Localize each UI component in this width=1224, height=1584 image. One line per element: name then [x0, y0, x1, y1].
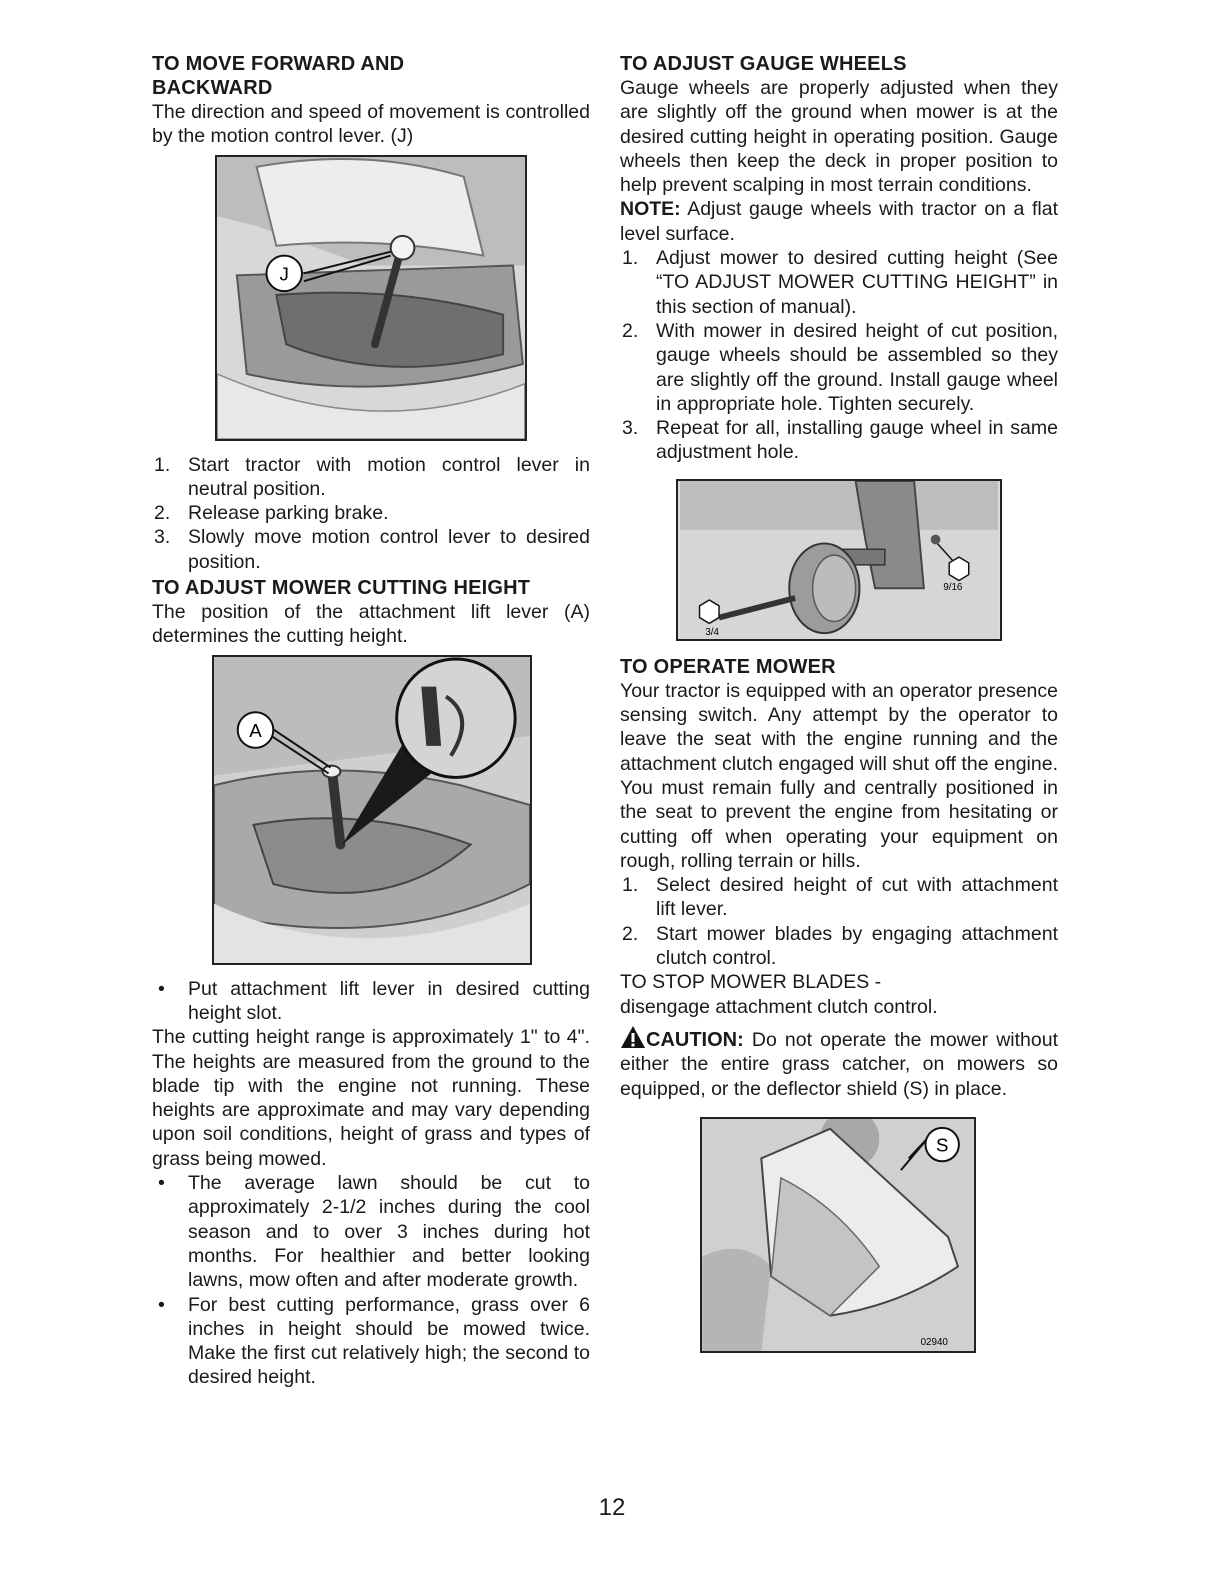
list-item: • For best cutting performance, grass over 6 inches in height should be mowed twice. Make the first cut relatively high; the second to desired height. [158, 1293, 590, 1389]
figure-deflector-shield [700, 1117, 976, 1353]
callout-s-label: S [935, 1134, 949, 1156]
operate-steps-list [620, 873, 1058, 970]
list-item: • The average lawn should be cut to approximately 2-1/2 inches during the cool season and to over 3 inches during hot months. For healthier and better looking lawns, mow often and after moderate growth. [158, 1172, 590, 1292]
cut-range-text: The cutting height range is approximately 1" to 4". The heights are measured from the ground to the blade tip with the engine not running. These heights are approximate and may vary depending upon soil conditions, height of grass and types of grass being mowed. [152, 1026, 590, 1170]
cut-intro: The position of the attachment lift lever (A) determines the cutting height. [152, 601, 590, 648]
note-text: Adjust gauge wheels with tractor on a flat level surface. [620, 198, 1058, 245]
list-item: 1. Start tractor with motion control lever in neutral position. [154, 453, 590, 500]
caution-label: CAUTION: [646, 1028, 744, 1051]
list-item: • Put attachment lift lever in desired cutting height slot. [158, 977, 590, 1024]
gauge-steps-list [620, 246, 1058, 465]
move-steps-list [152, 453, 590, 574]
move-heading [152, 52, 590, 100]
list-item: 2. Release parking brake. [154, 502, 389, 525]
wrench-size-label: 9/16 [943, 581, 963, 593]
move-intro: The direction and speed of movement is controlled by the motion control lever. (J) [152, 101, 590, 148]
socket-size-label: 3/4 [705, 626, 719, 638]
list-item: 1. Adjust mower to desired cutting height (See “TO ADJUST MOWER CUTTING HEIGHT” in this section of manual). [622, 247, 1058, 318]
figure-attachment-lift-lever [212, 655, 532, 965]
list-item: 3. Slowly move motion control lever to desired position. [154, 526, 590, 573]
note-label: NOTE: [620, 198, 681, 221]
cut-heading: TO ADJUST MOWER CUTTING HEIGHT [152, 577, 531, 600]
list-item: 1. Select desired height of cut with attachment lift lever. [622, 874, 1058, 921]
warning-triangle-icon [620, 1025, 646, 1049]
move-heading-line2: BACKWARD [152, 77, 273, 99]
lift-lever-illustration [214, 657, 530, 963]
list-item: 3. Repeat for all, installing gauge wheel in same adjustment hole. [622, 417, 1058, 464]
caution-paragraph [620, 1025, 1058, 1101]
stop-line-1: TO STOP MOWER BLADES - [620, 971, 882, 994]
gauge-heading: TO ADJUST GAUGE WHEELS [620, 53, 907, 75]
page-number: 12 [598, 1494, 626, 1521]
note-paragraph [620, 197, 1058, 246]
stop-line-2: disengage attachment clutch control. [620, 995, 938, 1018]
callout-a-label: A [249, 719, 262, 741]
figure-gauge-wheel [676, 479, 1002, 641]
cut-bullet-list [152, 977, 590, 1026]
figure-code-label: 02940 [920, 1336, 948, 1348]
figure-motion-control-lever [215, 155, 527, 441]
operate-intro: Your tractor is equipped with an operator presence sensing switch. Any attempt by the operator to leave the seat with the engine running and the attachment clutch engaged will shut off the engine. You must remain fully and centrally positioned in the seat to prevent the engine from hesitating or cutting off when operating your equipment on rough, rolling terrain or hills. [620, 679, 1058, 872]
left-column [152, 52, 590, 1390]
list-item: 2. With mower in desired height of cut position, gauge wheels should be assembled so they are slightly off the ground. Install gauge wheel in appropriate hole. Tighten securely. [622, 319, 1058, 415]
list-item: 2. Start mower blades by engaging attachment clutch control. [622, 922, 1058, 970]
motion-control-illustration [217, 157, 525, 439]
gauge-intro: Gauge wheels are properly adjusted when they are slightly off the ground when mower is at the desired cutting height in operating position. Gauge wheels then keep the deck in proper position to help prevent scalping in most terrain conditions. [620, 77, 1058, 197]
caution-text: Do not operate the mower without either the entire grass catcher, on mowers so equipped, or the deflector shield (S) in place. [620, 1028, 1058, 1100]
operate-heading: TO OPERATE MOWER [620, 655, 836, 678]
deflector-shield-illustration [702, 1119, 974, 1351]
callout-j-label: J [279, 262, 289, 284]
move-heading-line1: TO MOVE FORWARD AND [152, 53, 405, 75]
cut-tips-list [152, 1171, 590, 1390]
gauge-wheel-illustration [678, 481, 1000, 639]
right-column [620, 52, 1058, 1353]
